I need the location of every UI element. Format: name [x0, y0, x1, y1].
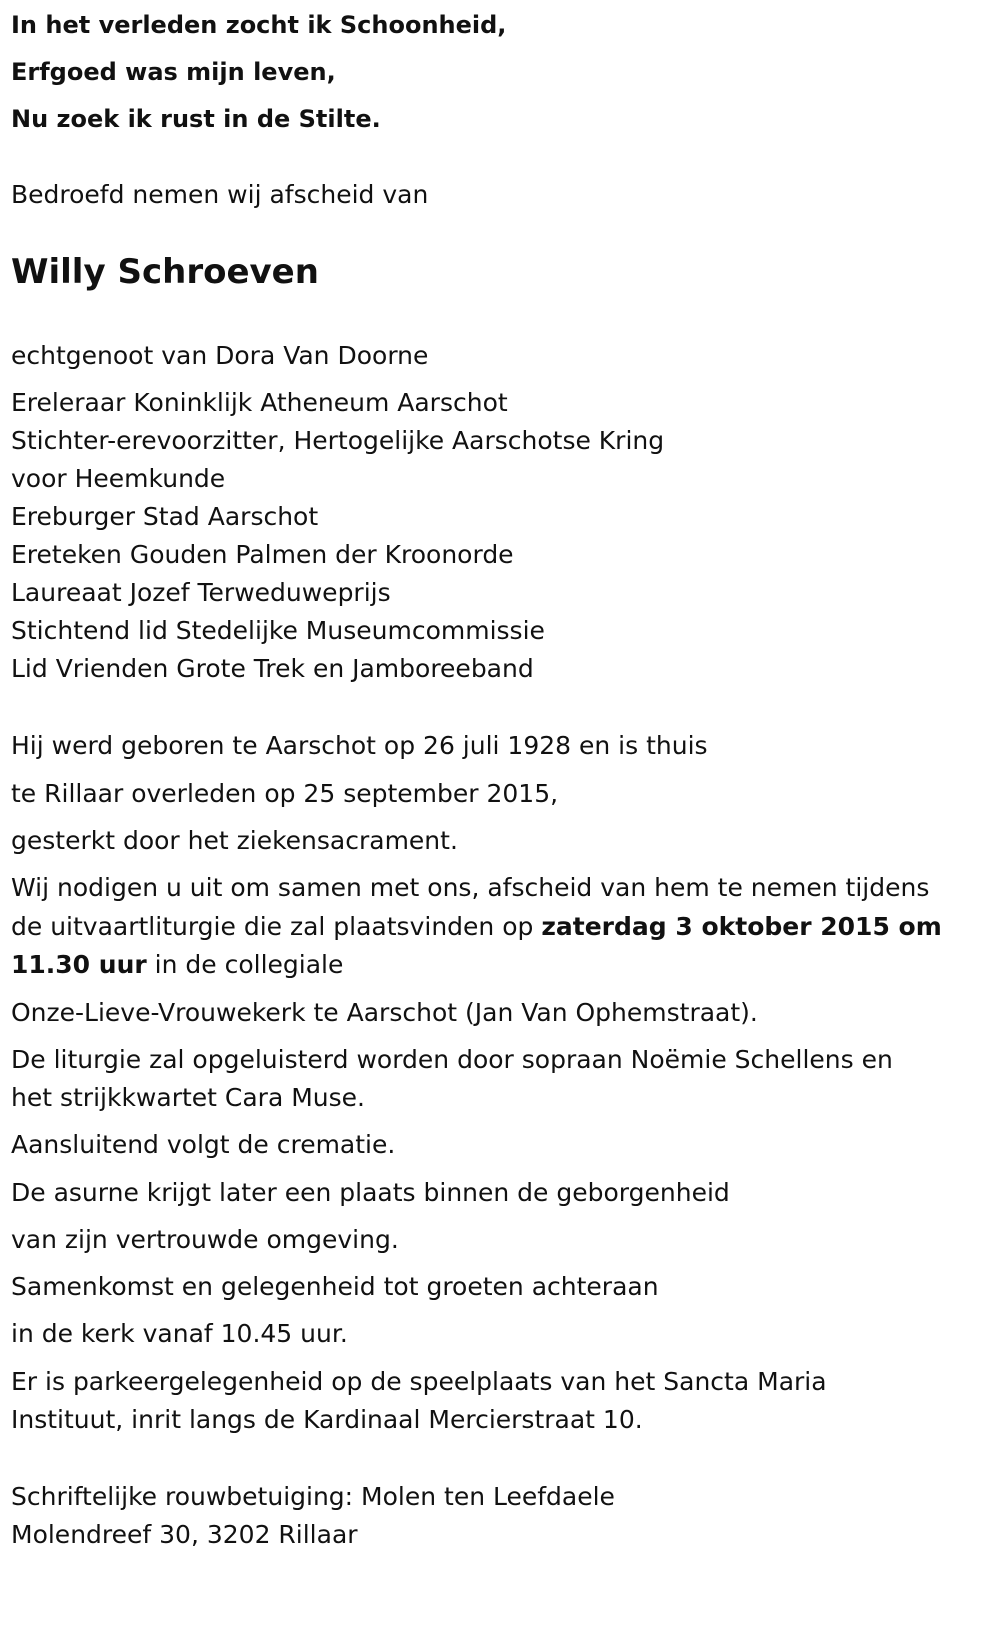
sacrament-line: gesterkt door het ziekensacrament. — [11, 826, 458, 855]
condolence-line-2: Molendreef 30, 3202 Rillaar — [11, 1520, 358, 1549]
funeral-time: 11.30 uur — [11, 950, 147, 979]
intro-text: Bedroefd nemen wij afscheid van — [11, 180, 429, 209]
spouse-line: echtgenoot van Dora Van Doorne — [11, 341, 429, 370]
urn-line-2: van zijn vertrouwde omgeving. — [11, 1225, 399, 1254]
title-line: Stichter-erevoorzitter, Hertogelijke Aarschotse Kring — [11, 426, 665, 455]
gathering-line-1: Samenkomst en gelegenheid tot groeten achteraan — [11, 1272, 659, 1301]
invitation-line-3 — [11, 950, 343, 980]
poem-line-1: In het verleden zocht ik Schoonheid, — [11, 11, 507, 39]
condolence-line-1: Schriftelijke rouwbetuiging: Molen ten Leefdaele — [11, 1482, 615, 1511]
funeral-date: zaterdag 3 oktober 2015 om — [541, 912, 942, 941]
title-line: voor Heemkunde — [11, 464, 226, 493]
cremation-line: Aansluitend volgt de crematie. — [11, 1130, 396, 1159]
poem-line-2: Erfgoed was mijn leven, — [11, 58, 336, 86]
invitation-line-2 — [11, 912, 942, 942]
title-line: Ereleraar Koninklijk Atheneum Aarschot — [11, 388, 508, 417]
invitation-text: de uitvaartliturgie die zal plaatsvinden op — [11, 912, 542, 941]
music-line-2: het strijkkwartet Cara Muse. — [11, 1083, 365, 1112]
title-line: Ereteken Gouden Palmen der Kroonorde — [11, 540, 514, 569]
parking-line-2: Instituut, inrit langs de Kardinaal Mercierstraat 10. — [11, 1405, 643, 1434]
title-line: Stichtend lid Stedelijke Museumcommissie — [11, 616, 545, 645]
title-line: Ereburger Stad Aarschot — [11, 502, 319, 531]
invitation-line-1: Wij nodigen u uit om samen met ons, afscheid van hem te nemen tijdens — [11, 873, 930, 902]
parking-line-1: Er is parkeergelegenheid op de speelplaats van het Sancta Maria — [11, 1367, 827, 1396]
poem-line-3: Nu zoek ik rust in de Stilte. — [11, 105, 381, 133]
death-line: te Rillaar overleden op 25 september 2015, — [11, 779, 559, 808]
church-line: Onze-Lieve-Vrouwekerk te Aarschot (Jan Van Ophemstraat). — [11, 998, 758, 1027]
birth-line: Hij werd geboren te Aarschot op 26 juli 1928 en is thuis — [11, 731, 708, 760]
invitation-text: in de collegiale — [146, 950, 344, 979]
music-line-1: De liturgie zal opgeluisterd worden door sopraan Noëmie Schellens en — [11, 1045, 893, 1074]
urn-line-1: De asurne krijgt later een plaats binnen de geborgenheid — [11, 1178, 730, 1207]
title-line: Lid Vrienden Grote Trek en Jamboreeband — [11, 654, 534, 683]
gathering-line-2: in de kerk vanaf 10.45 uur. — [11, 1319, 348, 1348]
deceased-name: Willy Schroeven — [11, 252, 319, 292]
title-line: Laureaat Jozef Terweduweprijs — [11, 578, 391, 607]
